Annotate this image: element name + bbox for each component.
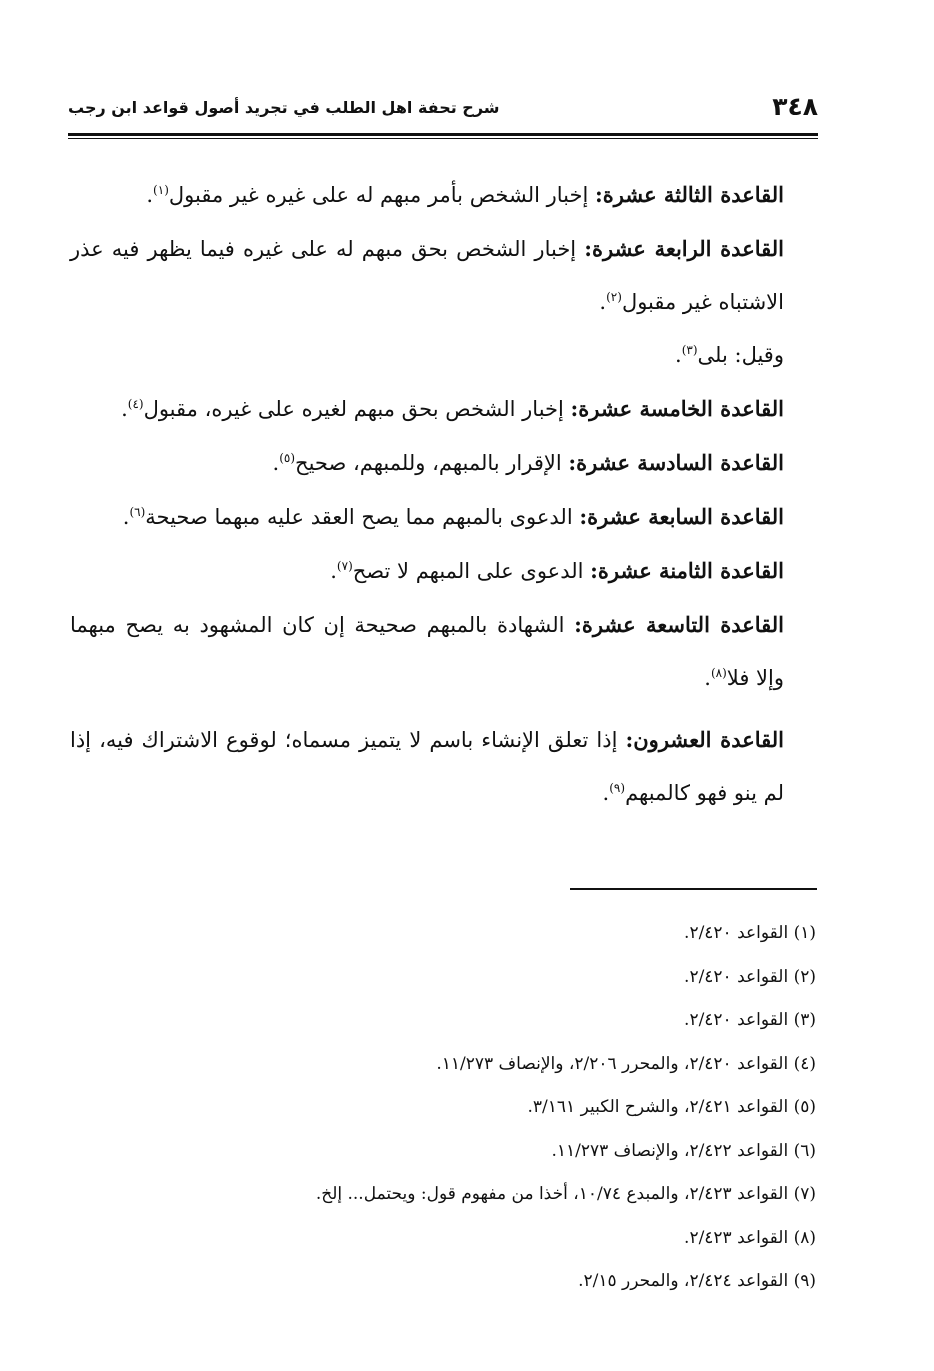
book-title: شرح تحفة اهل الطلب في تجريد أصول قواعد ابن رجب: [68, 98, 500, 117]
footnote-item: (٢) القواعد ٢/٤٢٠.: [684, 966, 816, 987]
rule-text: إخبار الشخص بحق مبهم لغيره على غيره، مقبول: [143, 397, 571, 421]
rule-paragraph: القاعدة العشرون: إذا تعلق الإنشاء باسم لا يتميز مسماه؛ لوقوع الاشتراك فيه، إذا لم ينو فهو كالمبهم$^{(٩)}$.: [70, 727, 784, 805]
footnote-item: (٧) القواعد ٢/٤٢٣، والمبدع ١٠/٧٤، أخذا من مفهوم قول: ويحتمل... إلخ.: [315, 1184, 816, 1204]
rule-text: إخبار الشخص بحق مبهم له على غيره فيما يظهر فيه عذر الاشتباه غير مقبول: [70, 237, 784, 314]
rule-paragraph: القاعدة السادسة عشرة: الإقرار بالمبهم، وللمبهم، صحيح$^{(٥)}$.: [272, 450, 784, 475]
rule-title: القاعدة السادسة عشرة:: [568, 450, 784, 475]
footnote-divider: [570, 888, 817, 890]
rule-paragraph: القاعدة الثالثة عشرة: إخبار الشخص بأمر مبهم له على غيره غير مقبول$^{(١)}$.: [146, 182, 784, 207]
rule-text: إذا تعلق الإنشاء باسم لا يتميز مسماه؛ لوقوع الاشتراك فيه، إذا لم ينو فهو كالمبهم: [70, 728, 784, 805]
rule-text: الدعوى بالمبهم مما يصح العقد عليه مبهما صحيحة: [145, 505, 580, 529]
page-number: ٣٤٨: [772, 92, 818, 121]
rule-title: القاعدة التاسعة عشرة:: [574, 612, 785, 637]
rule-text: إخبار الشخص بأمر مبهم له على غيره غير مقبول: [168, 183, 595, 207]
rule-title: القاعدة الخامسة عشرة:: [570, 396, 784, 421]
rule-text: وقيل: بلى: [697, 343, 784, 367]
rule-text: الشهادة بالمبهم صحيحة إن كان المشهود به يصح مبهما وإلا فلا: [70, 613, 784, 690]
rule-title: القاعدة السابعة عشرة:: [579, 504, 784, 529]
footnote-ref: (٨): [710, 666, 727, 680]
rule-title: القاعدة العشرون:: [625, 727, 784, 752]
footnote-ref: (٧): [336, 559, 353, 573]
footnote-ref: (٣): [681, 343, 698, 357]
main-text: [70, 168, 812, 820]
rule-paragraph: القاعدة السابعة عشرة: الدعوى بالمبهم مما يصح العقد عليه مبهما صحيحة$^{(٦)}$.: [122, 504, 784, 529]
footnote-item: (٤) القواعد ٢/٤٢٠، والمحرر ٢/٢٠٦، والإنصاف ١١/٢٧٣.: [436, 1053, 816, 1074]
footnote-item: (١) القواعد ٢/٤٢٠.: [684, 923, 816, 943]
rule-paragraph: القاعدة الخامسة عشرة: إخبار الشخص بحق مبهم لغيره على غيره، مقبول$^{(٤)}$.: [121, 396, 784, 421]
footnote-item: (٩) القواعد ٢/٤٢٤، والمحرر ٢/١٥.: [578, 1271, 816, 1291]
footnote-ref: (٦): [129, 505, 146, 519]
rule-paragraph: القاعدة التاسعة عشرة: الشهادة بالمبهم صحيحة إن كان المشهود به يصح مبهما وإلا فلا$^{(٨)}$.: [70, 612, 785, 690]
rule-text: الإقرار بالمبهم، وللمبهم، صحيح: [295, 451, 569, 475]
footnote-ref: (١): [153, 183, 169, 197]
rule-title: القاعدة الثامنة عشرة:: [590, 558, 784, 583]
rule-title: القاعدة الثالثة عشرة:: [595, 182, 784, 207]
footnote-ref: (٢): [606, 290, 622, 304]
footnotes: [160, 912, 816, 1304]
rule-text: الدعوى على المبهم لا تصح: [352, 559, 591, 583]
rule-title: القاعدة الرابعة عشرة:: [584, 236, 784, 261]
rule-paragraph: القاعدة الثامنة عشرة: الدعوى على المبهم لا تصح$^{(٧)}$.: [330, 558, 784, 583]
footnote-ref: (٥): [279, 451, 296, 465]
footnote-ref: (٤): [127, 397, 144, 411]
footnote-item: (٦) القواعد ٢/٤٢٢، والإنصاف ١١/٢٧٣.: [551, 1140, 816, 1161]
footnote-ref: (٩): [609, 781, 626, 795]
rule-paragraph: وقيل: بلى$^{(٣)}$.: [675, 343, 784, 367]
footnote-item: (٥) القواعد ٢/٤٢١، والشرح الكبير ٣/١٦١.: [527, 1097, 816, 1117]
rule-paragraph: القاعدة الرابعة عشرة: إخبار الشخص بحق مبهم له على غيره فيما يظهر فيه عذر الاشتباه غير مقبول$^{(٢)}$.: [70, 236, 784, 314]
header-divider: [68, 133, 818, 139]
footnote-item: (٨) القواعد ٢/٤٢٣.: [684, 1227, 816, 1248]
footnote-item: (٣) القواعد ٢/٤٢٠.: [684, 1010, 816, 1030]
running-header: [68, 92, 818, 126]
